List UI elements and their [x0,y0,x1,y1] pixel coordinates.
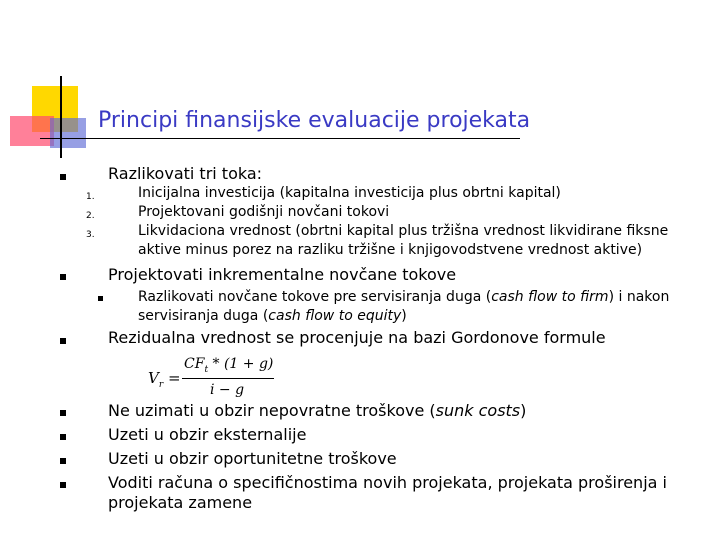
sub-item-italic: cash flow to firm [491,289,609,305]
bullet-icon [60,458,66,464]
formula-denominator: i − g [210,382,245,398]
list-item [108,401,526,420]
decor-blue-square [50,118,86,148]
list-item: Uzeti u obzir eksternalije [108,425,307,444]
list-number: 3. [86,230,95,240]
list-item-italic: sunk costs [435,401,521,420]
bullet-icon [60,274,66,280]
formula-v-sub: r [158,380,164,390]
slide-title: Principi finansijske evaluacije projekata [98,108,531,133]
list-item: Rezidualna vrednost se procenjuje na bazi Gordonove formule [108,328,606,347]
list-item-text: Ne uzimati u obzir nepovratne troškove ( [108,401,436,420]
sub-item-italic: cash flow to equity [268,308,402,324]
numbered-item: Projektovani godišnji novčani tokovi [138,204,390,220]
list-number: 2. [86,211,95,221]
numbered-item: Likvidaciona vrednost (obrtni kapital plus tržišna vrednost likvidirane fiksne aktive minus porez na razliku tržišne i knjigovodstvene vrednost aktive) [138,223,669,258]
bullet-icon [60,338,66,344]
bullet-icon [60,410,66,416]
bullet-icon [60,482,66,488]
decor-red-square [10,116,54,146]
list-item-text: ) [520,401,527,420]
list-item: Razlikovati tri toka: [108,164,263,183]
list-item: Uzeti u obzir oportunitetne troškove [108,449,397,468]
sub-item-text: Razlikovati novčane tokove pre servisiranja duga ( [138,289,492,305]
sub-item-text: ) i nakon servisiranja duga ( [138,289,670,324]
fraction-bar [182,378,274,379]
formula-equals: = [167,369,181,387]
formula-lhs [148,369,181,390]
formula-numerator [184,356,273,375]
bullet-icon [60,434,66,440]
formula-cf-sub: t [204,364,209,375]
numbered-item: Inicijalna investicija (kapitalna investicija plus obrtni kapital) [138,185,561,201]
bullet-icon [60,174,66,180]
list-item: Projektovati inkrementalne novčane tokove [108,265,457,284]
decor-vertical-line [60,76,62,158]
formula-cf: CF [184,356,205,372]
decor-horizontal-line [40,138,520,139]
bullet-icon [98,296,103,301]
list-number: 1. [86,192,95,202]
sub-list-item [138,288,688,326]
gordon-formula [148,352,276,400]
list-item: Voditi računa o specifičnostima novih projekata, projekata proširenja i projekata zamene [108,473,667,512]
sub-item-text: ) [401,308,407,324]
formula-v: V [148,369,159,387]
formula-numerator-rest: * (1 + g) [208,356,274,372]
